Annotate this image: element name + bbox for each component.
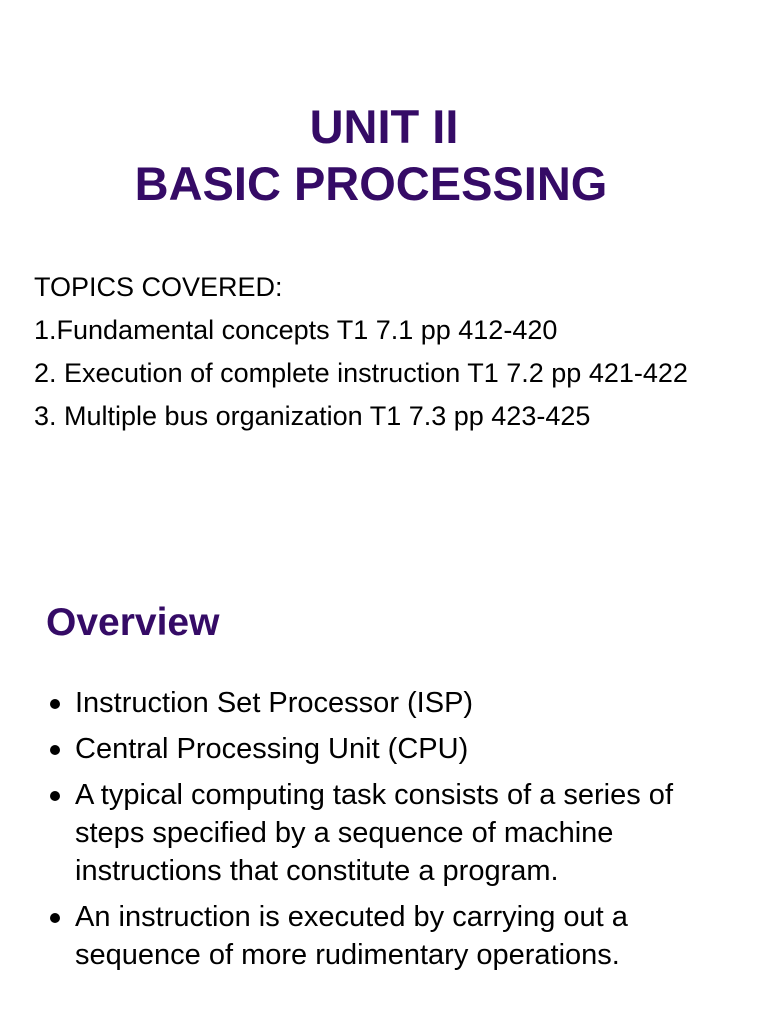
topics-list <box>34 266 688 438</box>
bullet-text: A typical computing task consists of a series of steps specified by a sequence of machine instructions that constitute a program. <box>75 779 673 887</box>
bullet-icon <box>50 913 60 923</box>
topic-item: 3. Multiple bus organization T1 7.3 pp 423-425 <box>34 401 591 431</box>
overview-heading: Overview <box>46 601 220 644</box>
bullet-icon <box>50 699 60 709</box>
list-item <box>46 898 746 974</box>
title-unit: UNIT II <box>309 100 459 153</box>
bullet-text: Instruction Set Processor (ISP) <box>75 687 474 719</box>
topic-item: 1.Fundamental concepts T1 7.1 pp 412-420 <box>34 315 558 345</box>
bullet-icon <box>50 791 60 801</box>
list-item <box>46 684 746 722</box>
list-item <box>46 776 746 890</box>
overview-bullet-list <box>46 684 746 982</box>
bullet-icon <box>50 745 60 755</box>
title-topic: BASIC PROCESSING <box>134 157 608 210</box>
topics-heading: TOPICS COVERED: <box>34 272 283 302</box>
slide-title <box>0 98 768 212</box>
topic-item: 2. Execution of complete instruction T1 7.2 pp 421-422 <box>34 358 688 388</box>
list-item <box>46 730 746 768</box>
bullet-text: Central Processing Unit (CPU) <box>75 733 469 765</box>
bullet-text: An instruction is executed by carrying out a sequence of more rudimentary operations. <box>75 901 628 971</box>
